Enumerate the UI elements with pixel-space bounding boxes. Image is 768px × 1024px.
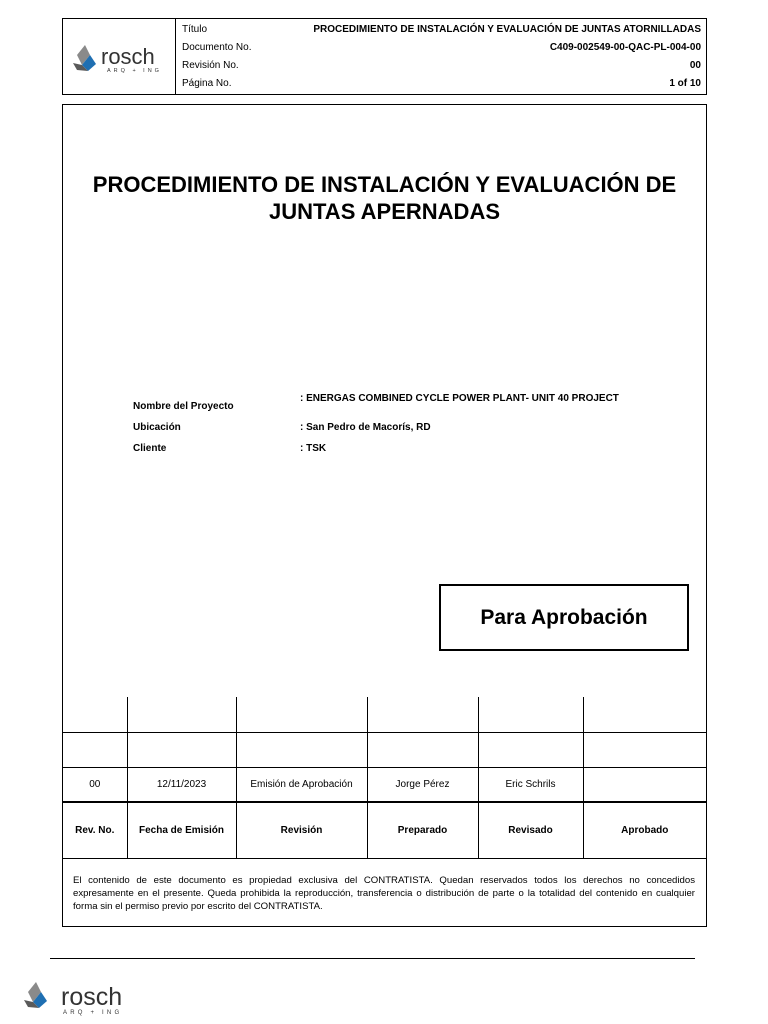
table-cell	[127, 732, 236, 767]
table-header-row	[63, 802, 706, 858]
company-logo	[63, 19, 176, 94]
table-cell	[583, 697, 706, 732]
table-cell	[63, 697, 127, 732]
column-header-rev-no: Rev. No.	[63, 802, 127, 858]
header-row-document	[176, 39, 706, 57]
svg-text:rosch: rosch	[61, 983, 123, 1011]
project-name-label: Nombre del Proyecto	[133, 401, 234, 412]
document-number-value: C409-002549-00-QAC-PL-004-00	[549, 42, 701, 53]
column-header-approved: Aprobado	[583, 802, 706, 858]
svg-text:rosch: rosch	[101, 44, 155, 69]
footer-logo	[24, 978, 144, 1018]
header-row-page	[176, 75, 706, 93]
column-header-prepared: Preparado	[367, 802, 478, 858]
location-label: Ubicación	[133, 422, 181, 433]
table-cell	[583, 732, 706, 767]
footer-divider	[50, 958, 695, 959]
column-header-revision: Revisión	[236, 802, 367, 858]
column-header-reviewed: Revisado	[478, 802, 583, 858]
reviewed-by-cell: Eric Schrils	[478, 767, 583, 802]
page-number-value: 1 of 10	[669, 78, 701, 89]
revision-number-label: Revisión No.	[182, 60, 239, 71]
table-cell	[63, 732, 127, 767]
table-row	[63, 732, 706, 767]
cover-page-frame	[62, 104, 707, 927]
document-number-label: Documento No.	[182, 42, 252, 53]
table-cell	[367, 732, 478, 767]
page-number-label: Página No.	[182, 78, 232, 89]
document-title-line2: JUNTAS APERNADAS	[268, 199, 501, 224]
prepared-by-cell: Jorge Pérez	[367, 767, 478, 802]
title-value: PROCEDIMIENTO DE INSTALACIÓN Y EVALUACIÓN DE JUNTAS ATORNILLADAS	[313, 24, 701, 35]
revision-number-value: 00	[689, 60, 701, 71]
table-cell	[478, 697, 583, 732]
header-row-revision	[176, 57, 706, 75]
rosch-logo-icon	[63, 19, 175, 94]
revision-table	[63, 697, 706, 859]
table-cell	[367, 697, 478, 732]
issue-date-cell: 12/11/2023	[127, 767, 236, 802]
table-row	[63, 697, 706, 732]
approval-status-box	[439, 584, 689, 651]
client-label: Cliente	[133, 443, 167, 454]
table-row	[63, 767, 706, 802]
title-label: Título	[182, 24, 208, 35]
document-title	[63, 171, 706, 225]
rosch-logo-icon	[24, 978, 144, 1018]
location-value: : San Pedro de Macorís, RD	[300, 422, 431, 433]
client-value: : TSK	[300, 443, 327, 454]
project-name-value: : ENERGAS COMBINED CYCLE POWER PLANT- UNIT 40 PROJECT	[300, 393, 619, 404]
document-header	[62, 18, 707, 95]
svg-text:ARQ + ING: ARQ + ING	[107, 68, 162, 74]
table-cell	[478, 732, 583, 767]
table-cell	[236, 732, 367, 767]
revision-description-cell: Emisión de Aprobación	[236, 767, 367, 802]
approved-by-cell	[583, 767, 706, 802]
confidentiality-disclaimer: El contenido de este documento es propiedad exclusiva del CONTRATISTA. Quedan reservados todos los derechos no concedidos expresamente en el presente. Queda prohibida la reproducción, transferencia o distribución de parte o la totalidad del contenido en cualquier forma sin el permiso previo por escrito del CONTRATISTA.	[73, 875, 695, 912]
table-cell	[127, 697, 236, 732]
column-header-issue-date: Fecha de Emisión	[127, 802, 236, 858]
table-cell	[236, 697, 367, 732]
header-row-title	[176, 21, 706, 39]
svg-text:ARQ + ING: ARQ + ING	[63, 1010, 123, 1016]
approval-status-text: Para Aprobación	[480, 605, 648, 629]
document-title-line1: PROCEDIMIENTO DE INSTALACIÓN Y EVALUACIÓN DE	[92, 172, 677, 197]
rev-number-cell: 00	[63, 767, 127, 802]
